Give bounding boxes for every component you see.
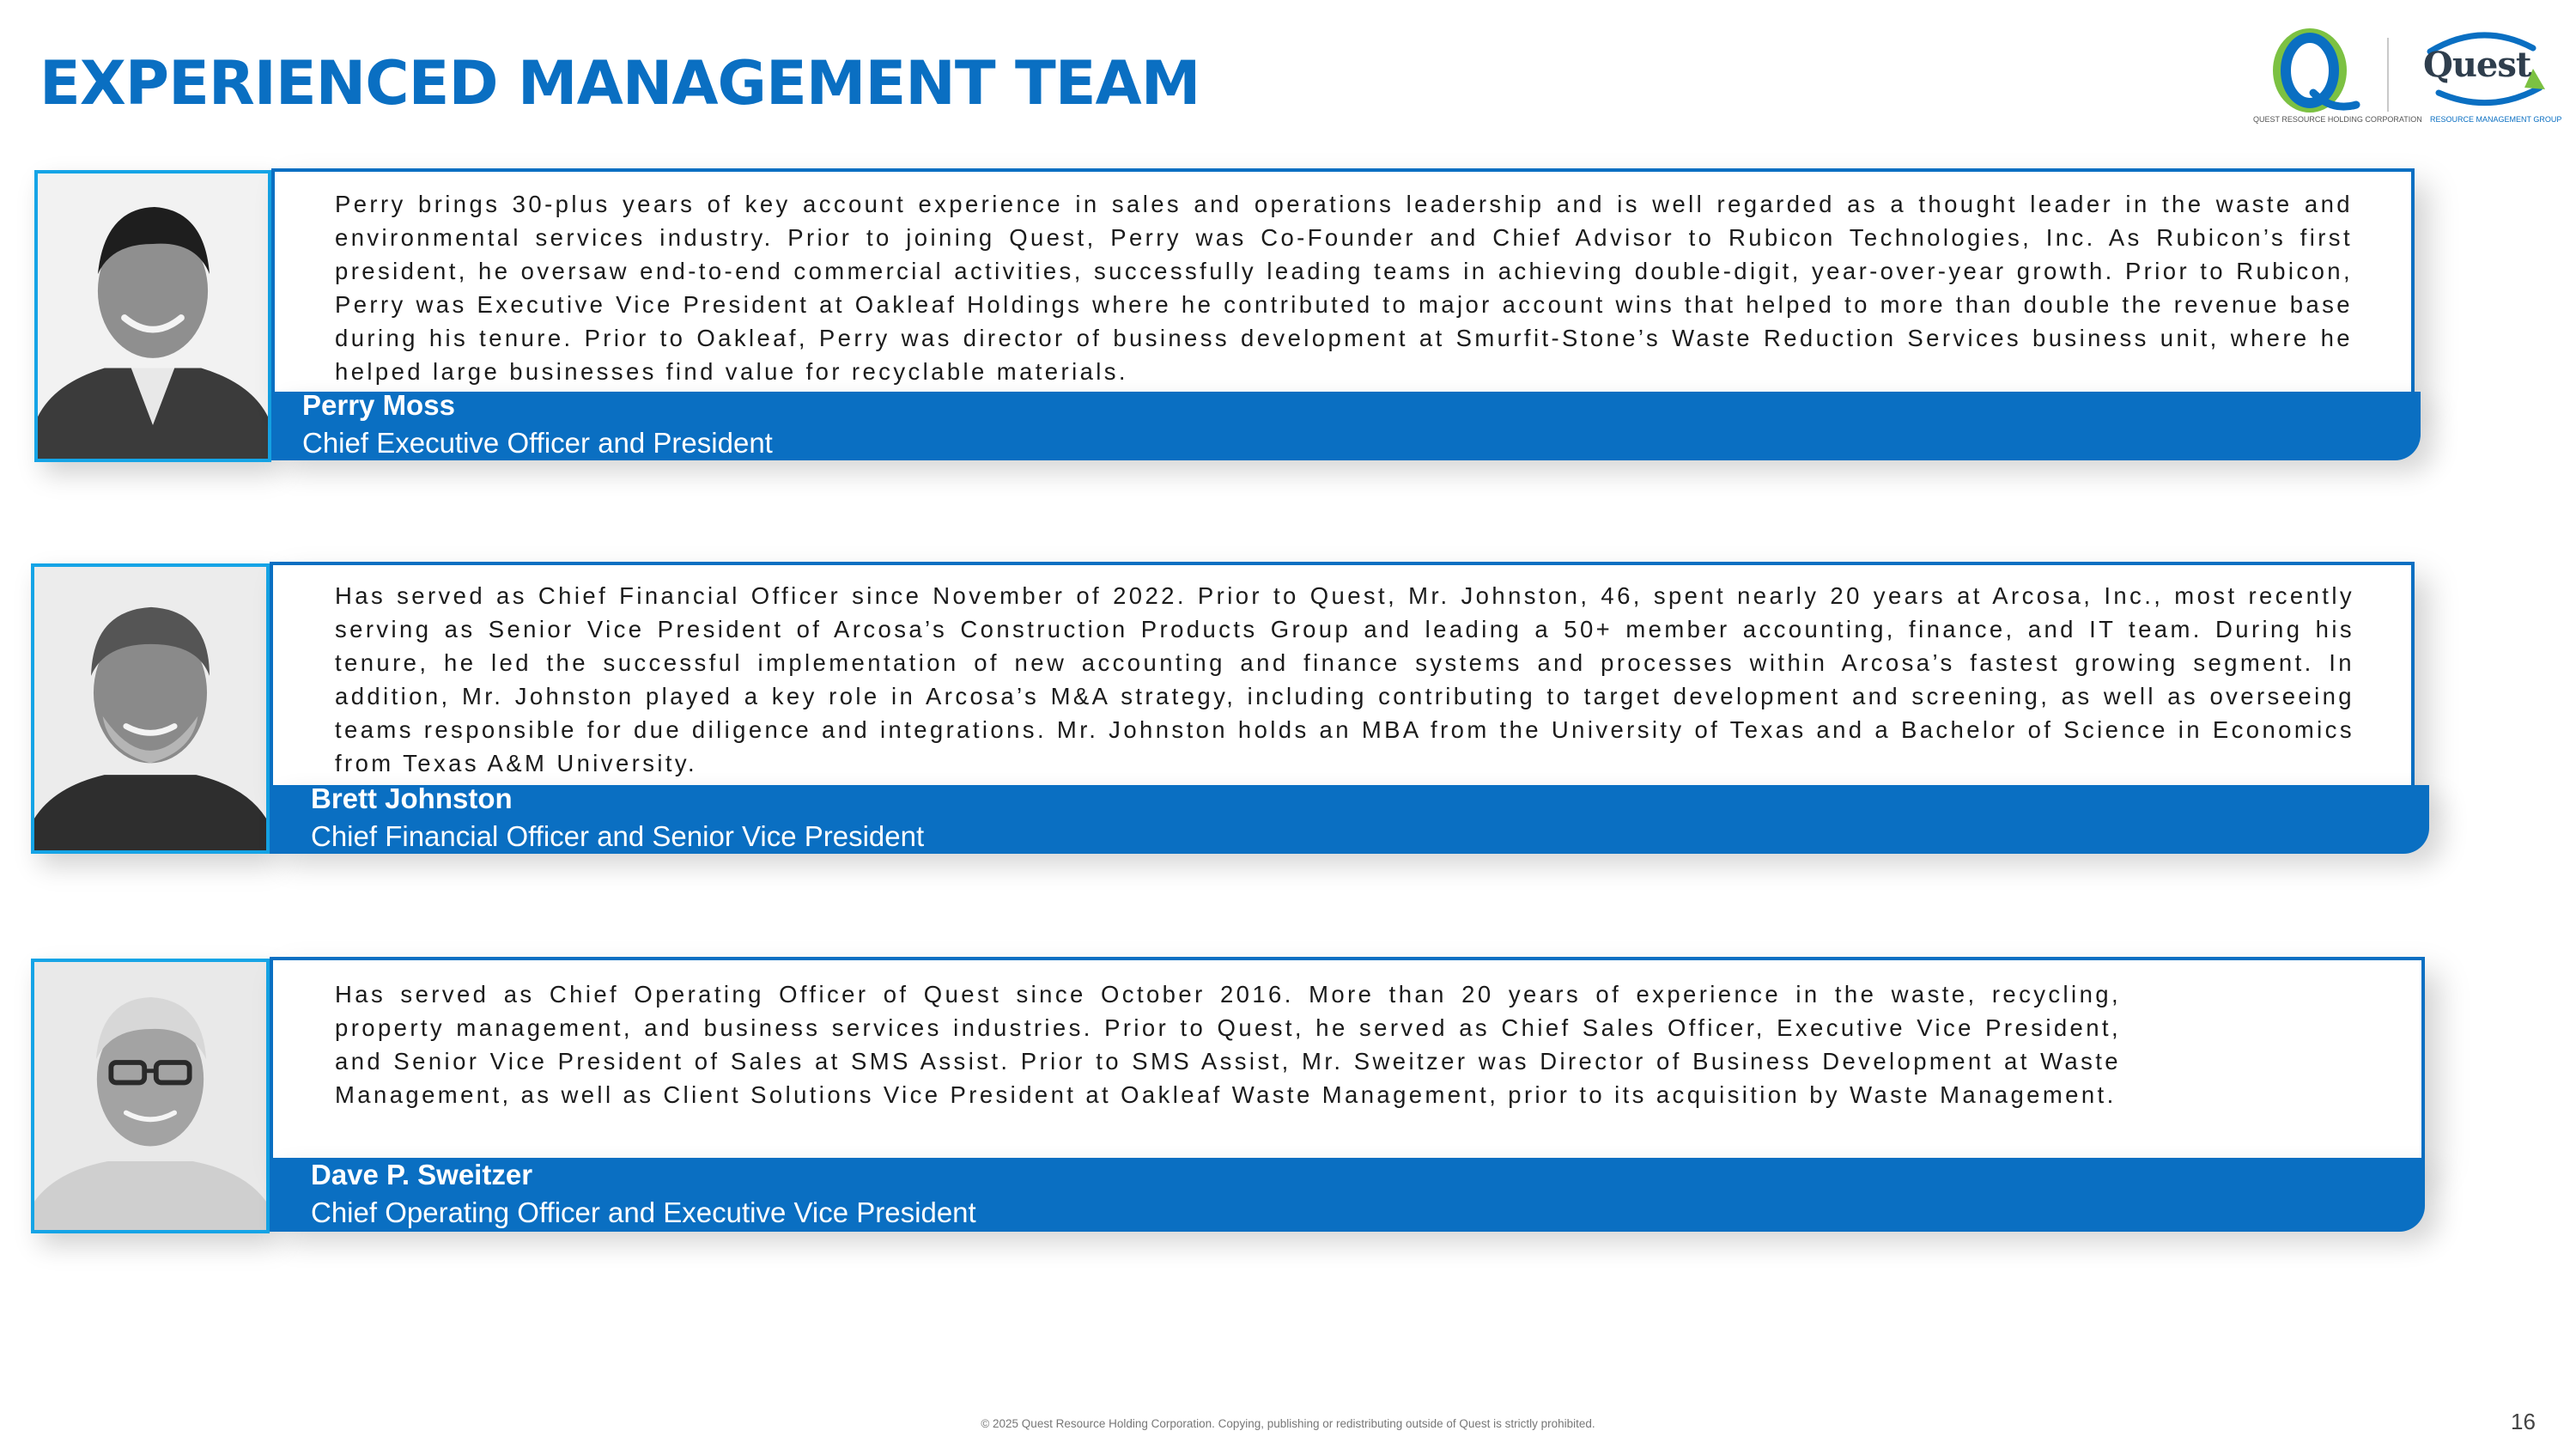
q-logo-caption: QUEST RESOURCE HOLDING CORPORATION [2253,115,2422,124]
quest-logo-caption: RESOURCE MANAGEMENT GROUP [2430,115,2562,124]
perry-moss-photo [34,170,271,462]
quest-q-logo [2250,26,2370,125]
dave-sweitzer-bio-box [270,957,2425,1161]
person-silhouette-icon [34,962,266,1230]
perry-moss-bio: Perry brings 30-plus years of key account experience in sales and operations leadership and is well regarded as a thought leader in the waste and environmental services industry. Prior to joining Quest, Perry was Co-Founder and Chief Advisor to Rubicon Technologies, Inc. As Rubicon’s first president, he oversaw end-to-end commercial activities, successfully leading teams in achieving double-digit, year-over-year growth. Prior to Rubicon, Perry was Executive Vice President at Oakleaf Holdings where he contributed to major account wins that helped to more than double the revenue base during his tenure. Prior to Oakleaf, Perry was director of business development at Smurfit-Stone’s Waste Reduction Services business unit, where he helped large businesses find value for recyclable materials. [335,191,2353,385]
brett-johnston-role: Chief Financial Officer and Senior Vice President [311,820,925,852]
dave-sweitzer-name: Dave P. Sweitzer [311,1159,533,1190]
copyright-footer: © 2025 Quest Resource Holding Corporation. Copying, publishing or redistributing outside of Quest is strictly prohibited. [981,1417,1595,1430]
brett-johnston-bio-box [270,562,2415,790]
page-number: 16 [2511,1409,2536,1434]
page-title: EXPERIENCED MANAGEMENT TEAM [39,48,1200,119]
perry-moss-role: Chief Executive Officer and President [302,427,773,459]
dave-sweitzer-photo [31,959,270,1233]
dave-sweitzer-role: Chief Operating Officer and Executive Vice President [311,1196,976,1228]
brett-johnston-name: Brett Johnston [311,782,513,814]
dave-sweitzer-bio: Has served as Chief Operating Officer of Quest since October 2016. More than 20 years of experience in the waste, recycling, property management, and business services industries. Prior to Quest, he served as Chief Sales Officer, Executive Vice President, and Senior Vice President of Sales at SMS Assist. Prior to SMS Assist, Mr. Sweitzer was Director of Business Development at Waste Management, as well as Client Solutions Vice President at Oakleaf Waste Management, prior to its acquisition by Waste Management. [335,981,2121,1108]
perry-moss-name: Perry Moss [302,389,455,421]
person-silhouette-icon [34,567,266,850]
brett-johnston-photo [31,563,270,854]
person-silhouette-icon [38,174,268,459]
perry-moss-name-bar [271,389,2421,460]
quest-wordmark: Quest [2423,45,2531,85]
brett-johnston-bio: Has served as Chief Financial Officer since November of 2022. Prior to Quest, Mr. Johnston, 46, spent nearly 20 years at Arcosa, Inc., most recently serving as Senior Vice President of Arcosa’s Construction Products Group and leading a 50+ member accounting, finance, and IT team. During his tenure, he led the successful implementation of new accounting and finance systems and processes within Arcosa’s fastest growing segment. In addition, Mr. Johnston played a key role in Arcosa’s M&A strategy, including contributing to target development and screening, as well as overseeing teams responsible for due diligence and integrations. Mr. Johnston holds an MBA from the University of Texas and a Bachelor of Science in Economics from Texas A&M University. [335,582,2354,776]
dave-sweitzer-name-bar [270,1158,2425,1232]
logo-divider [2387,38,2389,112]
logo-area [2241,26,2562,129]
perry-moss-bio-box [271,168,2415,395]
brett-johnston-name-bar [270,782,2429,854]
